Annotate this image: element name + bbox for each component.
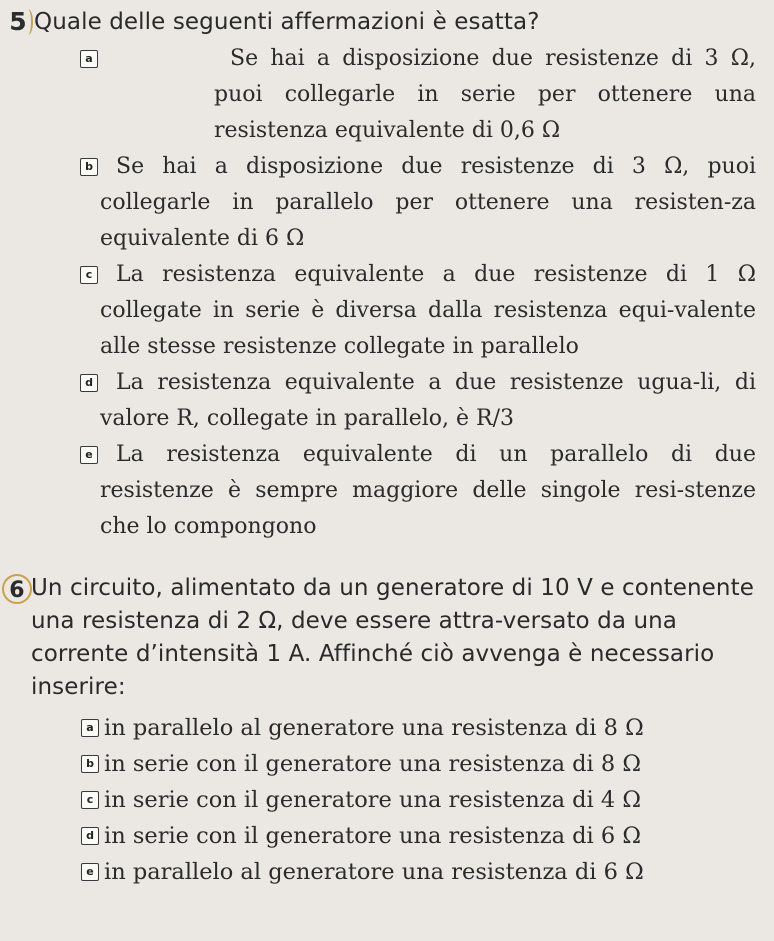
option-letter: e	[81, 863, 99, 881]
option-letter: b	[81, 755, 99, 773]
option-text: La resistenza equivalente a due resistenze ugua-li, di valore R, collegate in parallelo, è R/3	[100, 370, 756, 431]
option-a[interactable]	[0, 41, 774, 149]
question-6-header	[0, 572, 774, 704]
option-e[interactable]	[0, 437, 774, 545]
question-number: 5	[5, 6, 31, 38]
option-text: in serie con il generatore una resistenza di 4 Ω	[104, 787, 642, 813]
option-letter: c	[81, 791, 99, 809]
option-b[interactable]	[0, 149, 774, 257]
option-d[interactable]	[0, 365, 774, 437]
option-text: Se hai a disposizione due resistenze di 3 Ω, puoi collegarle in serie per ottenere una resistenza equivalente di 0,6 Ω	[214, 46, 756, 143]
option-c[interactable]	[0, 257, 774, 365]
option-a[interactable]	[0, 710, 774, 746]
option-e[interactable]	[0, 854, 774, 890]
option-text: in serie con il generatore una resistenza di 6 Ω	[104, 823, 642, 849]
option-c[interactable]	[0, 782, 774, 818]
option-letter: d	[80, 374, 98, 392]
option-text: in serie con il generatore una resistenza di 8 Ω	[104, 751, 642, 777]
question-6	[0, 572, 774, 890]
question-number: 6	[2, 574, 32, 604]
option-text: La resistenza equivalente di un parallelo di due resistenze è sempre maggiore delle singole resi-stenze che lo compongono	[100, 442, 756, 539]
option-text: Se hai a disposizione due resistenze di 3 Ω, puoi collegarle in parallelo per ottenere una resisten-za equivalente di 6 Ω	[100, 154, 756, 251]
option-text: in parallelo al generatore una resistenza di 6 Ω	[104, 859, 644, 885]
option-letter: d	[81, 827, 99, 845]
question-text: Quale delle seguenti affermazioni è esatta?	[34, 9, 540, 35]
option-list	[0, 41, 774, 545]
option-b[interactable]	[0, 746, 774, 782]
option-text: La resistenza equivalente a due resistenze di 1 Ω collegate in serie è diversa dalla resistenza equi-valente alle stesse resistenze collegate in parallelo	[100, 262, 756, 359]
question-5	[0, 6, 774, 545]
option-d[interactable]	[0, 818, 774, 854]
option-letter: a	[81, 719, 99, 737]
option-list	[0, 710, 774, 890]
option-letter: c	[80, 266, 98, 284]
question-text: Un circuito, alimentato da un generatore di 10 V e contenente una resistenza di 2 Ω, deve essere attra-versato da una corrente d’intensità 1 A. Affinché ciò avvenga è necessario inserire:	[31, 575, 754, 700]
option-letter: b	[80, 158, 98, 176]
option-letter: a	[80, 50, 98, 68]
option-text: in parallelo al generatore una resistenza di 8 Ω	[104, 715, 644, 741]
option-letter: e	[80, 446, 98, 464]
question-5-header	[0, 6, 774, 39]
